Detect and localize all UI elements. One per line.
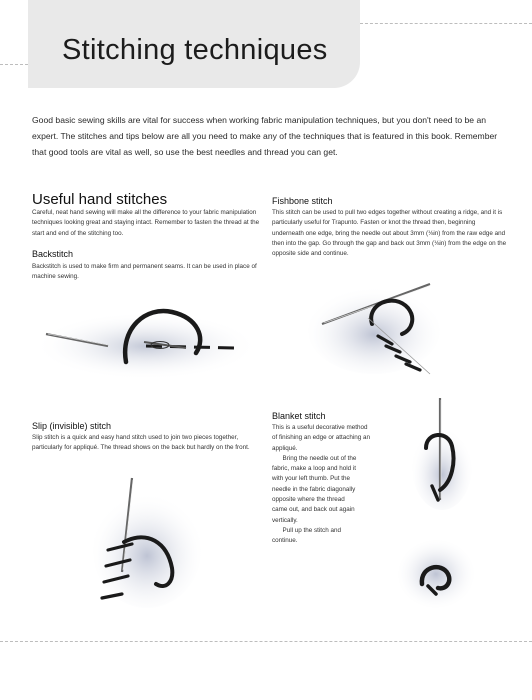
fishbone-illustration — [308, 278, 440, 376]
blanket-line: with your left thumb. Put the — [272, 475, 351, 483]
useful-text: Careful, neat hand sewing will make all the difference to your fabric manipulation techniques looking great and staying intact. Remember to fasten the thread at the start and end of the stitching too. — [32, 209, 260, 237]
blanket-line: Pull up the stitch and — [272, 526, 341, 534]
fishbone-heading: Fishbone stitch — [272, 196, 333, 206]
backstitch-illustration — [36, 298, 264, 390]
blanket-line: This is a useful decorative method — [272, 424, 368, 431]
blanket-needle-illustration — [412, 396, 472, 512]
page-title: Stitching techniques — [62, 34, 328, 66]
slipstitch-illustration — [92, 472, 202, 612]
blanket-text — [272, 423, 412, 547]
useful-heading: Useful hand stitches — [32, 191, 168, 208]
slip-text: Slip stitch is a quick and easy hand stitch used to join two pieces together, particularly for appliqué. The thread shows on the back but hardly on the front. — [32, 434, 250, 452]
blanket-line: Bring the needle out of the — [272, 454, 357, 462]
backstitch-text: Backstitch is used to make firm and permanent seams. It can be used in place of machine sewing. — [32, 263, 257, 281]
blanket-heading: Blanket stitch — [272, 411, 326, 421]
backstitch-heading: Backstitch — [32, 249, 74, 259]
blanket-line: continue. — [272, 537, 298, 545]
bottom-dashed-rule — [0, 641, 532, 642]
slip-heading: Slip (invisible) stitch — [32, 421, 112, 431]
blanket-line: of finishing an edge or attaching an — [272, 434, 371, 442]
fishbone-text: This stitch can be used to pull two edges together without creating a ridge, and it is particularly useful for Trapunto. Fasten or knot the thread then, beginning underneath one edge, bring the needle out about 3mm (⅛in) from the raw edge and then into the gap. Go through the gap and back out 3mm (⅛in) from the edge on the opposite side and continue. — [272, 209, 507, 258]
blanket-line: fabric, make a loop and hold it — [272, 465, 357, 473]
top-dashed-rule-right — [360, 23, 532, 24]
blanket-line: came out, and back out again — [272, 506, 355, 514]
blanket-line: appliqué. — [272, 444, 298, 452]
top-dashed-rule-left — [0, 64, 28, 65]
blanket-line: vertically. — [272, 516, 298, 524]
blanket-line: needle in the fabric diagonally — [272, 485, 356, 493]
blanket-loop-illustration — [398, 536, 474, 610]
blanket-line: opposite where the thread — [272, 496, 345, 504]
intro-paragraph: Good basic sewing skills are vital for success when working fabric manipulation techniques, but you don't need to be an expert. The stitches and tips below are all you need to make any of the techniques that is featured in this book. Remember that good tools are vital as well, so use the best needles and thread you can get. — [32, 115, 498, 158]
